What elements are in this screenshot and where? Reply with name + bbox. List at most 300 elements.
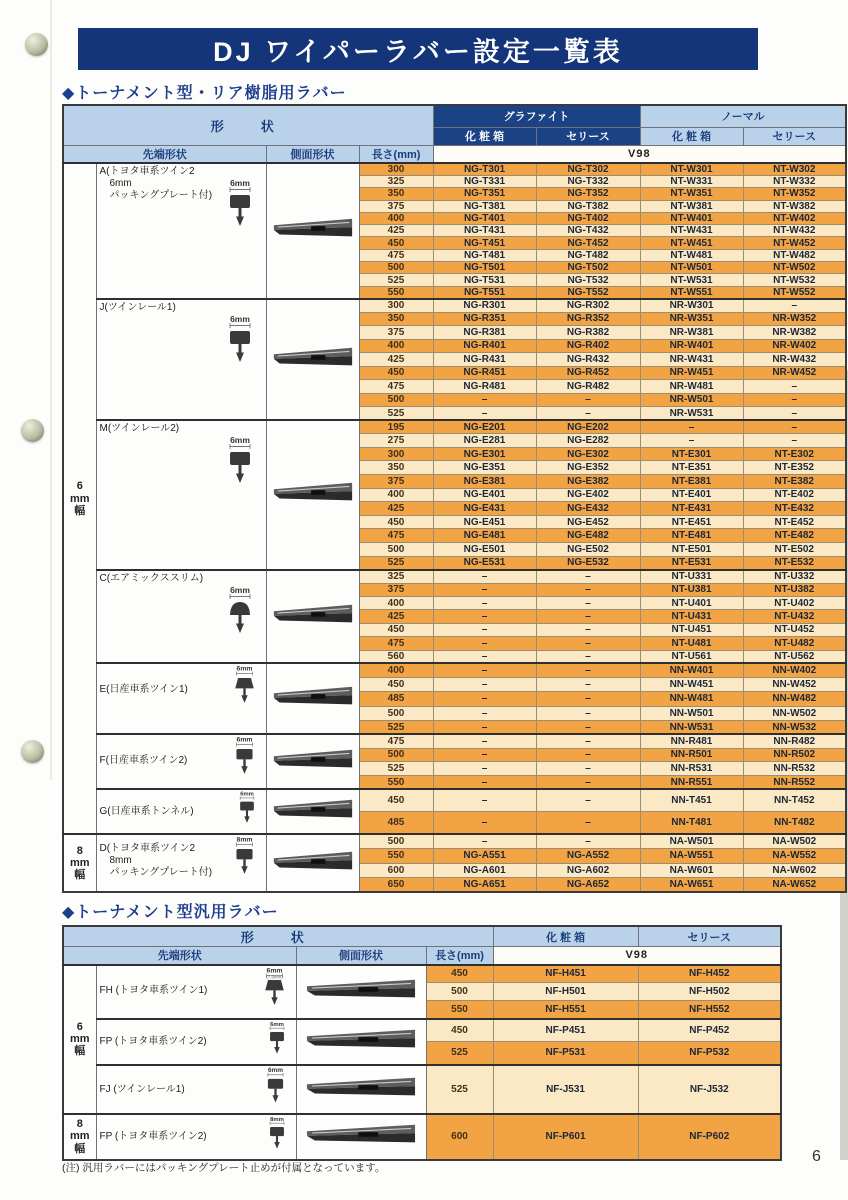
width-group-label-line: 幅: [74, 1045, 86, 1058]
length-cell: 375: [359, 475, 433, 489]
part-number-cell: NT-W332: [743, 176, 846, 188]
part-number-cell: NG-T402: [536, 212, 640, 224]
part-number-cell: NG-T531: [433, 274, 536, 286]
part-number-cell: NT-W551: [640, 286, 743, 299]
section-label: [97, 1082, 258, 1096]
side-shape-cell: [296, 1065, 426, 1114]
part-number-cell: NG-R381: [433, 326, 536, 340]
tip-shape-icon: [261, 1020, 296, 1063]
length-cell: 475: [359, 734, 433, 748]
part-number-cell: NT-W501: [640, 262, 743, 274]
part-number-cell: NT-E302: [743, 447, 846, 461]
part-number-cell: NR-W531: [640, 407, 743, 421]
tip-shape-cell: [96, 663, 266, 734]
part-number-cell: NT-E481: [640, 529, 743, 543]
part-number-cell: NG-T332: [536, 176, 640, 188]
side-shape-cell: [266, 734, 359, 789]
length-cell: 450: [359, 678, 433, 692]
column-header-box: 化 粧 箱: [493, 926, 638, 947]
length-cell: 600: [359, 863, 433, 878]
part-number-cell: NR-W432: [743, 353, 846, 367]
part-number-cell: –: [536, 637, 640, 650]
length-cell: 525: [426, 1065, 493, 1114]
svg-text:6mm: 6mm: [239, 791, 254, 798]
part-number-cell: NG-E482: [536, 529, 640, 543]
section-label-line: A(トヨタ車系ツイン2: [99, 166, 195, 177]
width-group-label: [63, 163, 96, 834]
part-number-cell: –: [536, 762, 640, 776]
part-number-cell: –: [536, 407, 640, 421]
section-label: [97, 300, 217, 314]
part-number-cell: NG-T431: [433, 225, 536, 237]
part-number-cell: NR-W501: [640, 393, 743, 407]
width-group-label-line: mm: [69, 1130, 90, 1143]
length-cell: 350: [359, 461, 433, 475]
part-number-cell: NT-U401: [640, 596, 743, 609]
part-number-cell: –: [536, 692, 640, 706]
length-cell: 450: [426, 1019, 493, 1042]
section-label-line: FH (トヨタ車系ツイン1): [99, 985, 208, 997]
length-cell: 500: [359, 706, 433, 720]
general-rubber-table: [62, 925, 782, 1161]
tip-shape-icon: [217, 178, 266, 237]
part-number-cell: –: [536, 393, 640, 407]
width-group-label: [63, 965, 96, 1114]
tip-shape-icon: [226, 664, 266, 713]
part-number-cell: NG-A652: [536, 878, 640, 893]
length-cell: 400: [359, 663, 433, 677]
part-number-cell: NG-R432: [536, 353, 640, 367]
part-number-cell: NA-W651: [640, 878, 743, 893]
width-group-label-line: 8: [76, 844, 83, 857]
rubber-row: [63, 1065, 781, 1114]
length-cell: 400: [359, 488, 433, 502]
length-cell: 525: [359, 407, 433, 421]
part-number-cell: –: [743, 420, 846, 434]
side-shape-icon: [267, 601, 359, 632]
part-number-cell: NT-W431: [640, 225, 743, 237]
part-number-cell: NT-U332: [743, 570, 846, 583]
column-header-length: 長さ(mm): [426, 947, 493, 965]
section-label: [97, 164, 217, 201]
tip-shape-cell: [96, 570, 266, 664]
section-label: [97, 841, 226, 878]
part-number-cell: NG-T351: [433, 188, 536, 200]
length-cell: 425: [359, 610, 433, 623]
column-header-shape: 形 状: [63, 105, 433, 145]
rubber-row: [63, 965, 781, 983]
part-number-cell: NN-R482: [743, 734, 846, 748]
tip-shape-icon: [258, 1066, 296, 1112]
model-code-v98: V98: [493, 947, 781, 965]
part-number-cell: NR-W431: [640, 353, 743, 367]
part-number-cell: –: [433, 678, 536, 692]
part-number-cell: NN-W482: [743, 692, 846, 706]
rubber-row: [63, 834, 846, 849]
part-number-cell: NG-R452: [536, 366, 640, 380]
length-cell: 325: [359, 176, 433, 188]
part-number-cell: NT-W382: [743, 200, 846, 212]
part-number-cell: NG-E502: [536, 543, 640, 557]
part-number-cell: NR-W452: [743, 366, 846, 380]
paper-edge-left: [50, 0, 52, 780]
part-number-cell: –: [433, 775, 536, 789]
part-number-cell: –: [433, 393, 536, 407]
tip-shape-cell: [96, 163, 266, 299]
length-cell: 425: [359, 502, 433, 516]
part-number-cell: NG-E381: [433, 475, 536, 489]
section-label-line: J(ツインレール1): [99, 301, 176, 313]
svg-text:6mm: 6mm: [269, 1021, 284, 1028]
length-cell: 425: [359, 225, 433, 237]
part-number-cell: NR-W401: [640, 339, 743, 353]
section-label-line: C(エアミックススリム): [99, 572, 204, 584]
tip-shape-wrap: [97, 664, 266, 713]
part-number-cell: NN-W502: [743, 706, 846, 720]
length-cell: 350: [359, 312, 433, 326]
part-number-cell: –: [433, 583, 536, 596]
length-cell: 450: [359, 515, 433, 529]
tip-shape-cell: [96, 965, 296, 1019]
model-code-v98: V98: [433, 145, 846, 163]
tip-shape-icon: [261, 1115, 296, 1158]
section-label-line: D(トヨタ車系ツイン2: [99, 842, 196, 854]
length-cell: 450: [359, 789, 433, 812]
side-shape-icon: [297, 1074, 426, 1105]
part-number-cell: –: [536, 623, 640, 636]
part-number-cell: NT-W531: [640, 274, 743, 286]
part-number-cell: –: [536, 834, 640, 849]
part-number-cell: –: [433, 789, 536, 812]
rubber-row: [63, 1019, 781, 1042]
part-number-cell: NG-E382: [536, 475, 640, 489]
part-number-cell: NT-W331: [640, 176, 743, 188]
section-label: [97, 1034, 261, 1048]
part-number-cell: NN-T482: [743, 812, 846, 835]
part-number-cell: NG-T302: [536, 163, 640, 176]
part-number-cell: NT-W401: [640, 212, 743, 224]
width-group-label-line: 8: [76, 1118, 83, 1131]
part-number-cell: NT-W451: [640, 237, 743, 249]
part-number-cell: NF-P452: [638, 1019, 781, 1042]
part-number-cell: NG-T301: [433, 163, 536, 176]
part-number-cell: NT-W452: [743, 237, 846, 249]
part-number-cell: NT-U452: [743, 623, 846, 636]
part-number-cell: NN-R531: [640, 762, 743, 776]
length-cell: 450: [359, 623, 433, 636]
part-number-cell: NT-U451: [640, 623, 743, 636]
part-number-cell: NN-R501: [640, 748, 743, 762]
part-number-cell: NT-U331: [640, 570, 743, 583]
part-number-cell: NT-E401: [640, 488, 743, 502]
tip-shape-cell: [96, 734, 266, 789]
part-number-cell: NN-W451: [640, 678, 743, 692]
part-number-cell: –: [433, 663, 536, 677]
section-label-line: FP (トヨタ車系ツイン2): [99, 1036, 207, 1048]
section-label-line: G(日産車系トンネル): [99, 806, 194, 818]
tip-shape-wrap: [97, 966, 296, 1015]
part-number-cell: NG-T552: [536, 286, 640, 299]
rubber-row: [63, 734, 846, 748]
part-number-cell: NG-T432: [536, 225, 640, 237]
part-number-cell: NT-E402: [743, 488, 846, 502]
part-number-cell: NA-W652: [743, 878, 846, 893]
side-shape-icon: [267, 848, 359, 879]
length-cell: 275: [359, 434, 433, 448]
part-number-cell: NF-H552: [638, 1001, 781, 1019]
part-number-cell: NG-T401: [433, 212, 536, 224]
part-number-cell: NN-W501: [640, 706, 743, 720]
side-shape-cell: [266, 663, 359, 734]
length-cell: 450: [359, 237, 433, 249]
part-number-cell: NG-E281: [433, 434, 536, 448]
column-header-cello: セリース: [638, 926, 781, 947]
part-number-cell: NR-W451: [640, 366, 743, 380]
part-number-cell: NN-T481: [640, 812, 743, 835]
section-label: [97, 1129, 261, 1143]
length-cell: 550: [359, 849, 433, 864]
section-label-line: パッキングプレート付): [99, 189, 213, 201]
column-header-side-shape: 側面形状: [266, 145, 359, 163]
side-shape-cell: [296, 1114, 426, 1160]
part-number-cell: NR-W402: [743, 339, 846, 353]
length-cell: 525: [359, 274, 433, 286]
part-number-cell: NT-E351: [640, 461, 743, 475]
part-number-cell: NT-E482: [743, 529, 846, 543]
part-number-cell: NN-W402: [743, 663, 846, 677]
binder-hole: [21, 419, 44, 442]
part-number-cell: NT-W301: [640, 163, 743, 176]
part-number-cell: NG-E431: [433, 502, 536, 516]
part-number-cell: NG-E402: [536, 488, 640, 502]
page-title-bar: [78, 28, 758, 70]
page-title: DJ ワイパーラバー設定一覧表: [213, 36, 623, 67]
length-cell: 500: [359, 262, 433, 274]
tip-shape-icon: [226, 835, 266, 884]
column-header-shape: 形 状: [63, 926, 493, 947]
column-header-cello: セリース: [743, 127, 846, 145]
side-shape-icon: [267, 683, 359, 714]
tip-shape-cell: [96, 834, 266, 892]
side-shape-cell: [266, 163, 359, 299]
length-cell: 525: [359, 762, 433, 776]
part-number-cell: –: [536, 812, 640, 835]
part-number-cell: NG-E401: [433, 488, 536, 502]
side-shape-cell: [266, 570, 359, 664]
part-number-cell: –: [536, 748, 640, 762]
section-label: [97, 753, 226, 767]
part-number-cell: NT-W432: [743, 225, 846, 237]
part-number-cell: –: [536, 678, 640, 692]
part-number-cell: NG-T451: [433, 237, 536, 249]
part-number-cell: –: [743, 380, 846, 394]
part-number-cell: NG-R302: [536, 299, 640, 313]
part-number-cell: NG-T551: [433, 286, 536, 299]
side-shape-icon: [297, 1026, 426, 1057]
part-number-cell: NT-W481: [640, 249, 743, 261]
part-number-cell: NT-W532: [743, 274, 846, 286]
svg-text:6mm: 6mm: [229, 178, 250, 188]
section-label: [97, 421, 217, 435]
part-number-cell: –: [433, 570, 536, 583]
part-number-cell: NT-U432: [743, 610, 846, 623]
width-group-label-line: mm: [69, 492, 90, 505]
part-number-cell: NR-W381: [640, 326, 743, 340]
part-number-cell: –: [536, 706, 640, 720]
part-number-cell: NF-H452: [638, 965, 781, 983]
part-number-cell: NT-W352: [743, 188, 846, 200]
tip-shape-cell: [96, 420, 266, 570]
part-number-cell: –: [433, 720, 536, 734]
svg-text:6mm: 6mm: [267, 1066, 283, 1074]
part-number-cell: NT-U562: [743, 650, 846, 663]
length-cell: 500: [359, 393, 433, 407]
part-number-cell: NG-A551: [433, 849, 536, 864]
part-number-cell: NF-P531: [493, 1042, 638, 1065]
width-group-label-line: 6: [76, 480, 83, 493]
length-cell: 550: [359, 775, 433, 789]
side-shape-icon: [267, 344, 359, 375]
length-cell: 500: [359, 543, 433, 557]
length-cell: 450: [359, 366, 433, 380]
part-number-cell: NT-W552: [743, 286, 846, 299]
width-group-label-line: 幅: [74, 504, 86, 517]
svg-text:6mm: 6mm: [229, 313, 250, 324]
length-cell: 485: [359, 692, 433, 706]
part-number-cell: NT-E352: [743, 461, 846, 475]
part-number-cell: –: [536, 610, 640, 623]
part-number-cell: NN-W531: [640, 720, 743, 734]
part-number-cell: NN-W481: [640, 692, 743, 706]
width-group-label: [63, 834, 96, 892]
part-number-cell: NT-U381: [640, 583, 743, 596]
section-label-line: F(日産車系ツイン2): [99, 754, 188, 766]
part-number-cell: –: [536, 650, 640, 663]
part-number-cell: NR-W481: [640, 380, 743, 394]
part-number-cell: NN-R481: [640, 734, 743, 748]
length-cell: 375: [359, 326, 433, 340]
part-number-cell: NG-E451: [433, 515, 536, 529]
section-label-line: 8mm: [99, 854, 132, 866]
part-number-cell: –: [536, 775, 640, 789]
part-number-cell: NG-E351: [433, 461, 536, 475]
part-number-cell: –: [433, 734, 536, 748]
part-number-cell: –: [536, 570, 640, 583]
part-number-cell: NF-P602: [638, 1114, 781, 1160]
svg-text:6mm: 6mm: [236, 666, 252, 674]
part-number-cell: –: [640, 434, 743, 448]
section-label: [97, 804, 231, 818]
part-number-cell: –: [433, 407, 536, 421]
part-number-cell: –: [536, 789, 640, 812]
side-shape-cell: [296, 965, 426, 1019]
part-number-cell: NT-E381: [640, 475, 743, 489]
column-header-graphite: グラファイト: [433, 105, 640, 127]
side-shape-icon: [267, 215, 359, 246]
length-cell: 500: [359, 834, 433, 849]
tip-shape-wrap: [97, 790, 266, 832]
part-number-cell: NT-U561: [640, 650, 743, 663]
tip-shape-wrap: [97, 835, 266, 884]
length-cell: 550: [359, 286, 433, 299]
tip-shape-wrap: [97, 1020, 296, 1063]
width-group-label-line: 幅: [74, 869, 86, 882]
part-number-cell: NA-W552: [743, 849, 846, 864]
part-number-cell: NT-W351: [640, 188, 743, 200]
part-number-cell: –: [743, 407, 846, 421]
part-number-cell: NT-E501: [640, 543, 743, 557]
page-number: 6: [812, 1148, 821, 1165]
length-cell: 375: [359, 583, 433, 596]
tip-shape-cell: [96, 1065, 296, 1114]
part-number-cell: NG-R482: [536, 380, 640, 394]
part-number-cell: NG-T482: [536, 249, 640, 261]
part-number-cell: NG-E302: [536, 447, 640, 461]
part-number-cell: NN-W401: [640, 663, 743, 677]
length-cell: 195: [359, 420, 433, 434]
part-number-cell: NG-E432: [536, 502, 640, 516]
part-number-cell: NA-W501: [640, 834, 743, 849]
side-shape-icon: [267, 796, 359, 827]
svg-text:6mm: 6mm: [236, 737, 252, 745]
section-label-line: FP (トヨタ車系ツイン2): [99, 1131, 207, 1143]
part-number-cell: NG-R351: [433, 312, 536, 326]
part-number-cell: NG-R301: [433, 299, 536, 313]
part-number-cell: NG-A602: [536, 863, 640, 878]
part-number-cell: NA-W551: [640, 849, 743, 864]
tip-shape-wrap: [97, 164, 266, 237]
side-shape-icon: [267, 746, 359, 777]
part-number-cell: NT-E432: [743, 502, 846, 516]
part-number-cell: NG-E532: [536, 556, 640, 570]
part-number-cell: NG-R451: [433, 366, 536, 380]
length-cell: 400: [359, 596, 433, 609]
part-number-cell: NT-U482: [743, 637, 846, 650]
part-number-cell: NG-E301: [433, 447, 536, 461]
width-group-label-line: 6: [76, 1020, 83, 1033]
part-number-cell: NT-U382: [743, 583, 846, 596]
column-header-box: 化 粧 箱: [640, 127, 743, 145]
part-number-cell: NF-P532: [638, 1042, 781, 1065]
part-number-cell: –: [433, 812, 536, 835]
part-number-cell: –: [433, 748, 536, 762]
part-number-cell: NN-R502: [743, 748, 846, 762]
rubber-row: [63, 420, 846, 434]
part-number-cell: NG-T532: [536, 274, 640, 286]
rubber-row: [63, 163, 846, 176]
binder-hole: [25, 33, 48, 56]
part-number-cell: –: [433, 692, 536, 706]
part-number-cell: NN-T451: [640, 789, 743, 812]
width-group-label-line: mm: [69, 857, 90, 870]
side-shape-icon: [297, 976, 426, 1007]
part-number-cell: –: [433, 762, 536, 776]
length-cell: 525: [359, 556, 433, 570]
part-number-cell: NG-E452: [536, 515, 640, 529]
length-cell: 475: [359, 249, 433, 261]
column-header-cello: セリース: [536, 127, 640, 145]
section-label: [97, 571, 217, 585]
part-number-cell: –: [640, 420, 743, 434]
part-number-cell: –: [743, 393, 846, 407]
side-shape-cell: [266, 299, 359, 421]
length-cell: 300: [359, 163, 433, 176]
tip-shape-icon: [217, 585, 266, 644]
part-number-cell: NR-W351: [640, 312, 743, 326]
svg-text:8mm: 8mm: [236, 836, 252, 844]
tip-shape-cell: [96, 1019, 296, 1065]
width-group-label: [63, 1114, 96, 1160]
